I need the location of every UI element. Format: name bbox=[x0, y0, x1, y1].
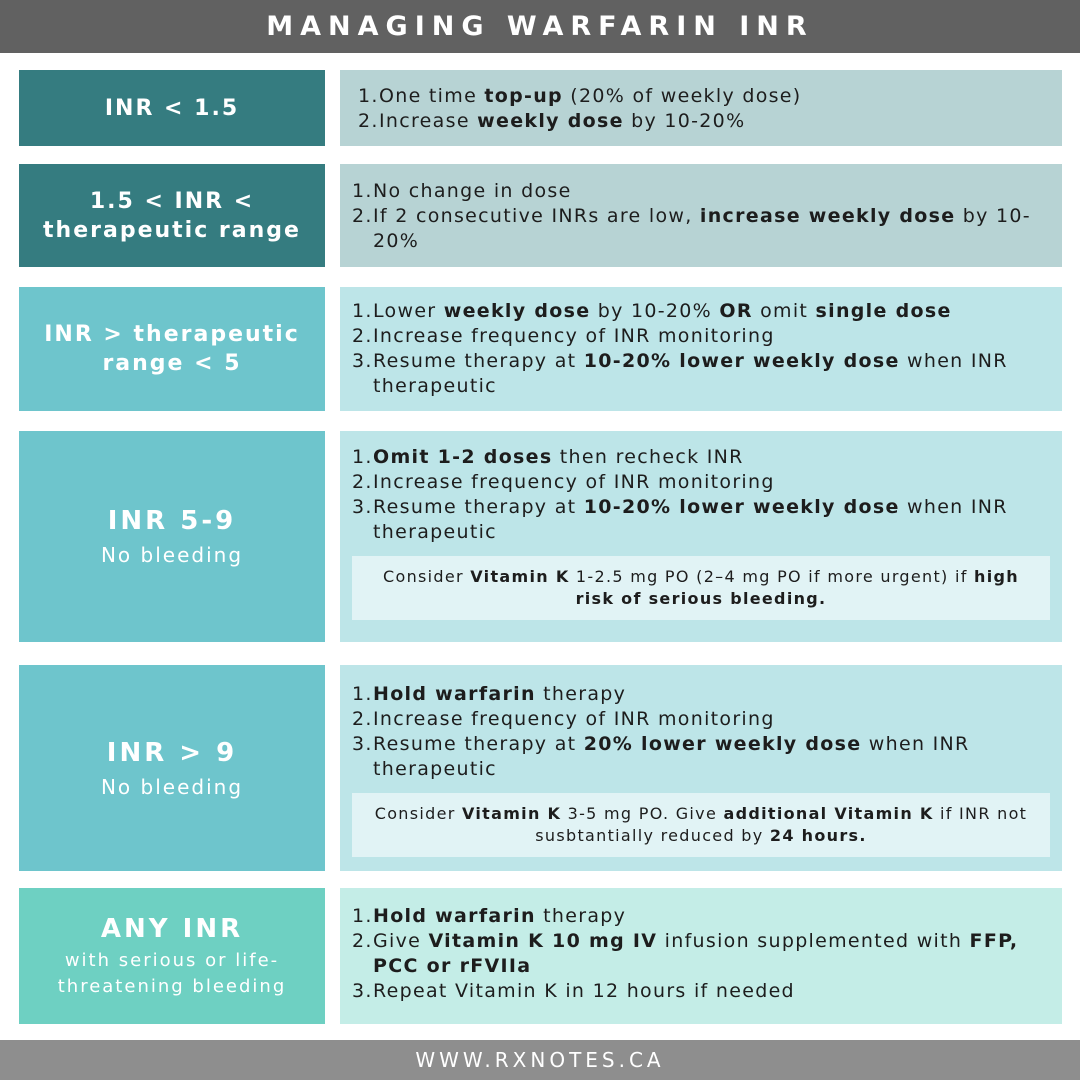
emphasis-text: Omit 1-2 doses bbox=[373, 446, 553, 468]
text-run: Lower bbox=[373, 300, 444, 322]
text-run: Increase frequency of INR monitoring bbox=[373, 471, 775, 493]
emphasis-text: weekly dose bbox=[443, 300, 591, 322]
text-run: then recheck INR bbox=[552, 446, 744, 468]
row-title: 1.5 < INR < therapeutic range bbox=[43, 188, 301, 243]
emphasis-text: Hold warfarin bbox=[373, 905, 536, 927]
text-run: omit bbox=[752, 300, 816, 322]
step-number: 3. bbox=[352, 980, 373, 1002]
emphasis-text: Vitamin K 10 mg IV bbox=[428, 930, 658, 952]
step-number: 1. bbox=[352, 180, 373, 202]
row-inr-below-1-5 bbox=[0, 70, 1080, 146]
emphasis-text: 10-20% lower weekly dose bbox=[583, 350, 900, 372]
row-inr-5-9-no-bleeding bbox=[0, 431, 1080, 642]
text-run: by 10-20% bbox=[623, 110, 746, 132]
row-content bbox=[340, 70, 1062, 146]
row-title: ANY INR bbox=[100, 914, 244, 944]
step-item bbox=[340, 732, 1062, 782]
text-run: Resume therapy at bbox=[373, 496, 584, 518]
text-run: Repeat Vitamin K in 12 hours if needed bbox=[373, 980, 795, 1002]
text-run: Resume therapy at bbox=[373, 733, 584, 755]
text-run: 1-2.5 mg PO (2–4 mg PO if more urgent) if bbox=[569, 567, 975, 586]
row-inr-1-5-to-therapeutic bbox=[0, 164, 1080, 267]
step-number: 2. bbox=[352, 325, 373, 347]
emphasis-text: additional Vitamin K bbox=[723, 804, 934, 823]
text-run: Consider bbox=[374, 804, 462, 823]
step-item bbox=[340, 904, 1062, 929]
text-run: Increase frequency of INR monitoring bbox=[373, 708, 775, 730]
row-subtitle: No bleeding bbox=[100, 774, 244, 799]
emphasis-text: high risk of serious bleeding. bbox=[575, 567, 1019, 608]
row-label bbox=[19, 665, 325, 871]
step-number: 3. bbox=[352, 733, 373, 755]
step-list bbox=[340, 164, 1062, 254]
emphasis-text: increase weekly dose bbox=[699, 205, 956, 227]
row-content bbox=[340, 888, 1062, 1024]
row-title: INR > 9 bbox=[106, 737, 238, 768]
text-run: if INR not susbtantially reduced by bbox=[535, 804, 1028, 845]
step-item bbox=[340, 299, 1062, 324]
step-number: 2. bbox=[352, 205, 373, 227]
vitamin-k-note bbox=[352, 793, 1050, 857]
row-content bbox=[340, 665, 1062, 871]
step-number: 2. bbox=[352, 708, 373, 730]
step-item bbox=[340, 682, 1062, 707]
text-run: when INR therapeutic bbox=[373, 350, 1008, 397]
text-run: therapy bbox=[535, 683, 627, 705]
emphasis-text: Hold warfarin bbox=[373, 683, 536, 705]
step-number: 1. bbox=[352, 683, 373, 705]
row-subtitle: with serious or life- threatening bleeding bbox=[57, 950, 287, 997]
step-number: 2. bbox=[352, 930, 373, 952]
text-run: Give bbox=[373, 930, 429, 952]
row-label bbox=[19, 287, 325, 411]
emphasis-text: Vitamin K bbox=[470, 567, 570, 586]
row-content bbox=[340, 164, 1062, 267]
step-number: 2. bbox=[358, 110, 379, 132]
text-run: 3-5 mg PO. Give bbox=[561, 804, 724, 823]
step-item bbox=[340, 324, 1062, 349]
step-number: 3. bbox=[352, 496, 373, 518]
step-number: 1. bbox=[352, 446, 373, 468]
page-title: MANAGING WARFARIN INR bbox=[0, 0, 1080, 53]
step-number: 3. bbox=[352, 350, 373, 372]
step-item bbox=[340, 495, 1062, 545]
step-list bbox=[340, 888, 1062, 1004]
step-item bbox=[340, 445, 1062, 470]
emphasis-text: 10-20% lower weekly dose bbox=[583, 496, 900, 518]
step-list bbox=[340, 665, 1062, 782]
row-label bbox=[19, 888, 325, 1024]
text-run: when INR therapeutic bbox=[373, 496, 1008, 543]
step-number: 2. bbox=[352, 471, 373, 493]
text-run: Consider bbox=[383, 567, 471, 586]
row-title: INR 5-9 bbox=[107, 506, 237, 536]
text-run: Resume therapy at bbox=[373, 350, 584, 372]
text-run: Increase bbox=[379, 110, 478, 132]
emphasis-text: 20% lower weekly dose bbox=[583, 733, 862, 755]
text-run: by 10-20% bbox=[373, 205, 1031, 252]
row-content bbox=[340, 287, 1062, 411]
step-item bbox=[346, 84, 1062, 109]
emphasis-text: 24 hours. bbox=[769, 826, 867, 845]
text-run: (20% of weekly dose) bbox=[562, 85, 802, 107]
website-footer: WWW.RXNOTES.CA bbox=[0, 1040, 1080, 1080]
text-run: If 2 consecutive INRs are low, bbox=[373, 205, 700, 227]
row-label bbox=[19, 164, 325, 267]
step-list bbox=[340, 70, 1062, 134]
text-run: when INR therapeutic bbox=[373, 733, 970, 780]
row-title: INR > therapeutic range < 5 bbox=[44, 322, 300, 376]
emphasis-text: OR bbox=[719, 300, 753, 322]
step-list bbox=[340, 431, 1062, 545]
text-run: infusion supplemented with bbox=[657, 930, 970, 952]
step-item bbox=[340, 470, 1062, 495]
step-number: 1. bbox=[352, 905, 373, 927]
text-run: Increase frequency of INR monitoring bbox=[373, 325, 775, 347]
step-item bbox=[340, 929, 1062, 979]
row-title: INR < 1.5 bbox=[104, 95, 240, 121]
step-item bbox=[346, 109, 1062, 134]
step-item bbox=[340, 707, 1062, 732]
emphasis-text: single dose bbox=[815, 300, 952, 322]
text-run: therapy bbox=[535, 905, 627, 927]
emphasis-text: FFP, PCC or rFVIIa bbox=[373, 930, 1019, 977]
row-inr-above-therapeutic-below-5 bbox=[0, 287, 1080, 411]
step-number: 1. bbox=[352, 300, 373, 322]
row-content bbox=[340, 431, 1062, 642]
row-subtitle: No bleeding bbox=[100, 543, 244, 567]
text-run: No change in dose bbox=[373, 180, 572, 202]
step-item bbox=[340, 979, 1062, 1004]
step-number: 1. bbox=[358, 85, 379, 107]
text-run: One time bbox=[379, 85, 485, 107]
text-run: by 10-20% bbox=[590, 300, 720, 322]
row-inr-above-9-no-bleeding bbox=[0, 665, 1080, 871]
row-any-inr-serious-bleeding bbox=[0, 888, 1080, 1024]
emphasis-text: weekly dose bbox=[477, 110, 624, 132]
step-list bbox=[340, 287, 1062, 399]
row-label bbox=[19, 70, 325, 146]
vitamin-k-note bbox=[352, 556, 1050, 620]
emphasis-text: top-up bbox=[484, 85, 563, 107]
step-item bbox=[340, 204, 1062, 254]
step-item bbox=[340, 179, 1062, 204]
row-label bbox=[19, 431, 325, 642]
emphasis-text: Vitamin K bbox=[461, 804, 562, 823]
step-item bbox=[340, 349, 1062, 399]
